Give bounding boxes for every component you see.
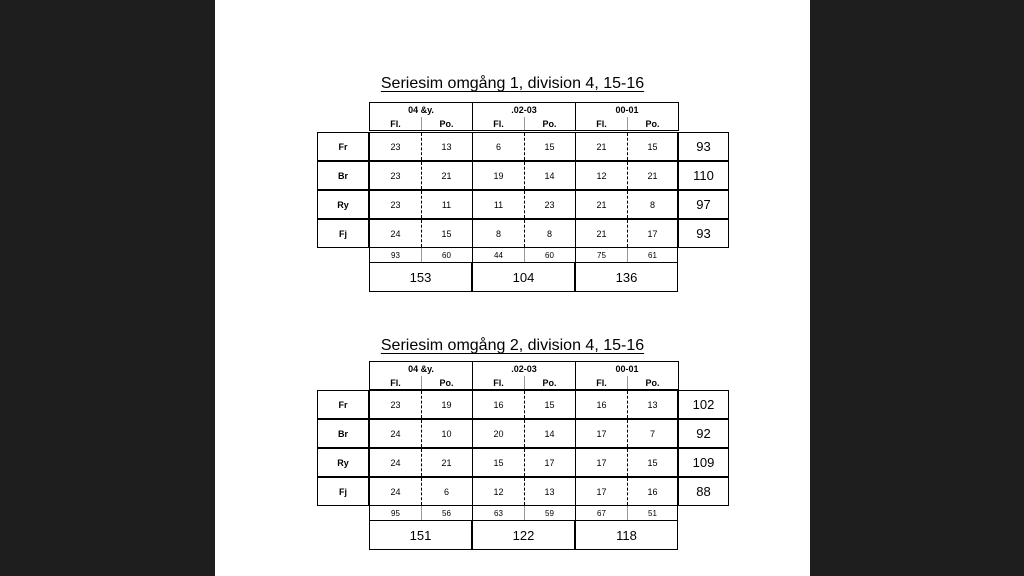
table-title: Seriesim omgång 2, division 4, 15-16 <box>380 337 645 354</box>
row-total: 102 <box>678 390 729 419</box>
row-total: 93 <box>678 132 729 161</box>
table-row: 23 21 19 14 12 21 <box>369 161 678 190</box>
group-total: 122 <box>472 520 575 550</box>
group-header: 04 &y. Fl. Po. <box>369 102 473 131</box>
sum-row: 93 60 44 60 75 61 <box>369 248 678 262</box>
table-row: 23 11 11 23 21 8 <box>369 190 678 219</box>
table-title: Seriesim omgång 1, division 4, 15-16 <box>380 75 645 92</box>
table-row: 24 21 15 17 17 15 <box>369 448 678 477</box>
table-row: 24 15 8 8 21 17 <box>369 219 678 248</box>
group-total: 136 <box>575 262 678 292</box>
group-total: 104 <box>472 262 575 292</box>
group-total: 118 <box>575 520 678 550</box>
document-page <box>215 0 810 576</box>
group-header: 04 &y. Fl. Po. <box>369 361 473 390</box>
group-header: .02-03 Fl. Po. <box>472 102 576 131</box>
row-total: 93 <box>678 219 729 248</box>
team-label: Ry <box>317 190 369 219</box>
row-total: 109 <box>678 448 729 477</box>
row-total: 110 <box>678 161 729 190</box>
sum-row: 95 56 63 59 67 51 <box>369 506 678 520</box>
row-total: 92 <box>678 419 729 448</box>
group-total: 153 <box>369 262 472 292</box>
team-label: Ry <box>317 448 369 477</box>
team-label: Fj <box>317 477 369 506</box>
table-row: 23 13 6 15 21 15 <box>369 132 678 161</box>
row-total: 88 <box>678 477 729 506</box>
team-label: Fr <box>317 390 369 419</box>
group-total: 151 <box>369 520 472 550</box>
team-label: Fj <box>317 219 369 248</box>
group-header: .02-03 Fl. Po. <box>472 361 576 390</box>
row-total: 97 <box>678 190 729 219</box>
table-row: 23 19 16 15 16 13 <box>369 390 678 419</box>
table-row: 24 10 20 14 17 7 <box>369 419 678 448</box>
team-label: Br <box>317 419 369 448</box>
team-label: Fr <box>317 132 369 161</box>
table-row: 24 6 12 13 17 16 <box>369 477 678 506</box>
team-label: Br <box>317 161 369 190</box>
group-header: 00-01 Fl. Po. <box>575 102 679 131</box>
group-header: 00-01 Fl. Po. <box>575 361 679 390</box>
